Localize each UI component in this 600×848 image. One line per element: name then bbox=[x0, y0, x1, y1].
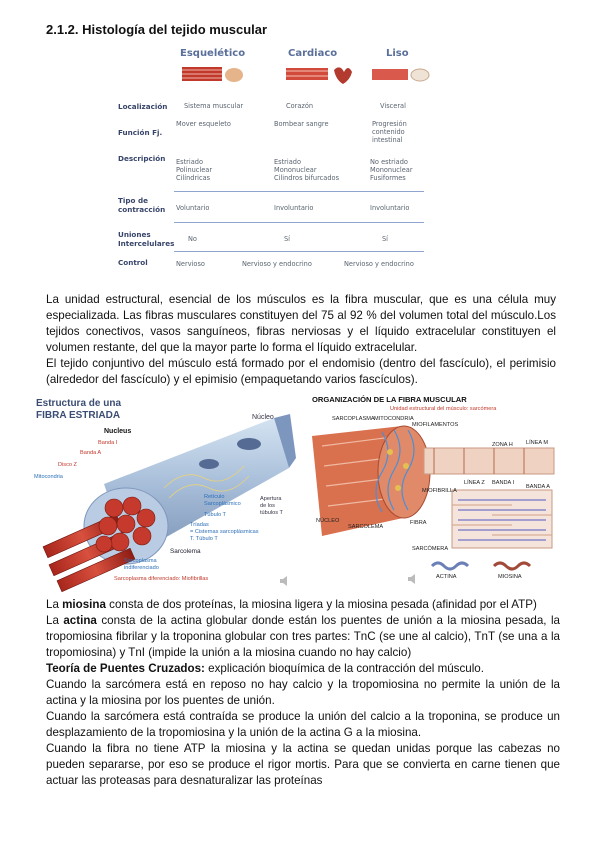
cardiac-muscle-thumbnail bbox=[286, 64, 352, 84]
table-cell: No bbox=[188, 235, 197, 243]
table-divider bbox=[174, 191, 424, 192]
fibra-estriada-figure bbox=[34, 398, 296, 594]
col-header-esqueletico: Esquelético bbox=[180, 48, 246, 59]
paragraph-fibra-muscular: La unidad estructural, esencial de los músculos es la fibra muscular, que es una célula muy especializada. Las fibras musculares constituyen del 75 al 92 % del volumen total del músculo.Los tejidos conectivos, vasos sanguíneos, fibras nerviosas y el líquido extracelular constituyen el volumen restante, del que la mayor parte lo forma el líquido extracelular. bbox=[46, 293, 556, 354]
label-t-tubulo: T. Túbulo T bbox=[190, 536, 218, 542]
label-linea-m: LÍNEA M bbox=[526, 440, 549, 446]
fig-left-title-2: FIBRA ESTRIADA bbox=[36, 410, 121, 421]
label-banda-a: Banda A bbox=[80, 450, 102, 456]
fig-right-title: ORGANIZACIÓN DE LA FIBRA MUSCULAR bbox=[312, 395, 467, 404]
label-sarcoplasmico: Sarcoplásmico bbox=[204, 501, 241, 507]
table-cell: Nervioso bbox=[176, 260, 205, 268]
table-divider bbox=[174, 222, 424, 223]
section-heading: 2.1.2. Histología del tejido muscular bbox=[46, 22, 268, 37]
paragraph-tejido-conjuntivo: El tejido conjuntivo del músculo está formado por el endomisio (dentro del fascículo), el perimisio (alrededor del fascículo) y el epimisio (empaquetando varios fascículos). bbox=[46, 357, 556, 386]
label-cisternas: = Cisternas sarcoplásmicas bbox=[190, 529, 259, 535]
label-sarcolema-r: SARCOLEMA bbox=[348, 524, 384, 530]
table-cell: Visceral bbox=[380, 102, 406, 110]
paragraph-reposo: Cuando la sarcómera está en reposo no hay calcio y la tropomiosina no permite la unión de la actina y la miosina por los puentes de unión. bbox=[46, 678, 560, 707]
label-miosina: MIOSINA bbox=[498, 574, 522, 580]
smooth-muscle-thumbnail bbox=[372, 64, 430, 84]
table-cell: No estriado Mononuclear Fusiformes bbox=[370, 158, 413, 182]
row-label-control: Control bbox=[118, 258, 148, 267]
label-disco-z: Disco Z bbox=[58, 462, 77, 468]
paragraph-teoria: Teoría de Puentes Cruzados: explicación bioquímica de la contracción del músculo. bbox=[46, 662, 484, 675]
table-cell: Progresión contenido intestinal bbox=[372, 120, 407, 144]
label-triadas: Tríadas bbox=[190, 522, 209, 528]
table-cell: Sí bbox=[382, 235, 389, 243]
table-cell: Involuntario bbox=[274, 204, 314, 212]
label-de-los: de los bbox=[260, 503, 275, 509]
table-cell: Nervioso y endocrino bbox=[344, 260, 414, 268]
label-actina: ACTINA bbox=[436, 574, 457, 580]
table-cell: Estriado Polinuclear Cilíndricas bbox=[176, 158, 213, 182]
label-banda-i-r: BANDA I bbox=[492, 480, 515, 486]
row-label-funcion: Función Fj. bbox=[118, 128, 163, 137]
label-miofibrillas: Sarcoplasma diferenciado: Miofibrillas bbox=[114, 576, 209, 582]
row-label-localizacion: Localización bbox=[118, 102, 168, 111]
table-cell: Nervioso y endocrino bbox=[242, 260, 312, 268]
fig-right-subtitle: Unidad estructural del músculo: sarcómera bbox=[390, 406, 497, 412]
label-sarcolema: Sarcolema bbox=[170, 548, 201, 555]
organizacion-fibra-figure bbox=[312, 396, 570, 592]
label-mitocondria: Mitocondria bbox=[34, 474, 63, 480]
row-label-tipo-contraccion: Tipo de contracción bbox=[118, 196, 166, 214]
label-nucleo-r: NÚCLEO bbox=[316, 518, 340, 524]
table-cell: Bombear sangre bbox=[274, 120, 329, 128]
paragraph-contraida: Cuando la sarcómera está contraída se produce la unión del calcio a la troponina, se produce un desplazamiento de la tropomiosina y la unión de la actina G a la miosina. bbox=[46, 710, 560, 739]
table-cell: Estriado Mononuclear Cilindros bifurcados bbox=[274, 158, 340, 182]
speaker-icon[interactable] bbox=[278, 574, 292, 588]
label-sarcomera: SARCÓMERA bbox=[412, 546, 449, 552]
label-miofilamentos: MIOFILAMENTOS bbox=[412, 422, 459, 428]
table-cell: Voluntario bbox=[176, 204, 210, 212]
label-banda-i: Banda I bbox=[98, 440, 118, 446]
table-cell: Involuntario bbox=[370, 204, 410, 212]
fibra-estriada-illustration bbox=[34, 398, 296, 594]
label-sarcoplasma-r: SARCOPLASMA bbox=[332, 416, 375, 422]
table-divider bbox=[174, 251, 424, 252]
muscle-comparison-table bbox=[118, 48, 430, 270]
col-header-liso: Liso bbox=[386, 48, 409, 59]
table-cell: Sí bbox=[284, 235, 291, 243]
table-cell: Mover esqueleto bbox=[176, 120, 231, 128]
table-cell: Corazón bbox=[286, 102, 314, 110]
label-tubulo-t: Túbulo T bbox=[204, 512, 226, 518]
label-miofibrilla: MIOFIBRILLA bbox=[422, 488, 457, 494]
col-header-cardiaco: Cardiaco bbox=[288, 48, 338, 59]
label-tubulos-t: túbulos T bbox=[260, 510, 283, 516]
row-label-descripcion: Descripción bbox=[118, 154, 166, 163]
label-banda-a-r: BANDA A bbox=[526, 484, 550, 490]
label-nucleo: Núcleo bbox=[252, 414, 274, 421]
paragraph-actina: La actina consta de la actina globular donde están los puentes de unión a la miosina pesada, la tropomiosina fibrilar y la troponina globular con tres partes: TnC (se une al calcio), TnT (se una a la tropomiosina) y TnI (impide la unión a la miosina cuando no hay calcio) bbox=[46, 614, 561, 659]
label-sarcoplasma: Sarcoplasma bbox=[124, 558, 157, 564]
skeletal-muscle-thumbnail bbox=[182, 64, 244, 84]
paragraph-rigor-mortis: Cuando la fibra no tiene ATP la miosina y la actina se quedan unidas porque las cabezas no pueden separarse, por eso se produce el rigor mortis. Para que se convierta en carne tienen que actuar las proteasas para desnaturalizar las proteínas bbox=[46, 742, 560, 787]
label-reticulo: Retículo bbox=[204, 494, 225, 500]
label-fibra: FIBRA bbox=[410, 520, 427, 526]
row-label-uniones: Uniones Intercelulares bbox=[118, 230, 175, 248]
label-mitocondria-r: MITOCONDRIA bbox=[374, 416, 414, 422]
table-cell: Sistema muscular bbox=[184, 102, 244, 110]
label-apertura: Apertura bbox=[260, 496, 282, 502]
label-nucleus: Nucleus bbox=[104, 428, 132, 435]
label-linea-z: LÍNEA Z bbox=[464, 480, 485, 486]
label-zona-h: ZONA H bbox=[492, 442, 513, 448]
speaker-icon[interactable] bbox=[406, 572, 420, 586]
fig-left-title-1: Estructura de una bbox=[36, 398, 122, 409]
paragraph-miosina: La miosina consta de dos proteínas, la miosina ligera y la miosina pesada (afinidad por el ATP) bbox=[46, 598, 537, 611]
lower-text-block bbox=[46, 597, 560, 789]
label-indiferenciado: indiferenciado bbox=[124, 565, 159, 571]
